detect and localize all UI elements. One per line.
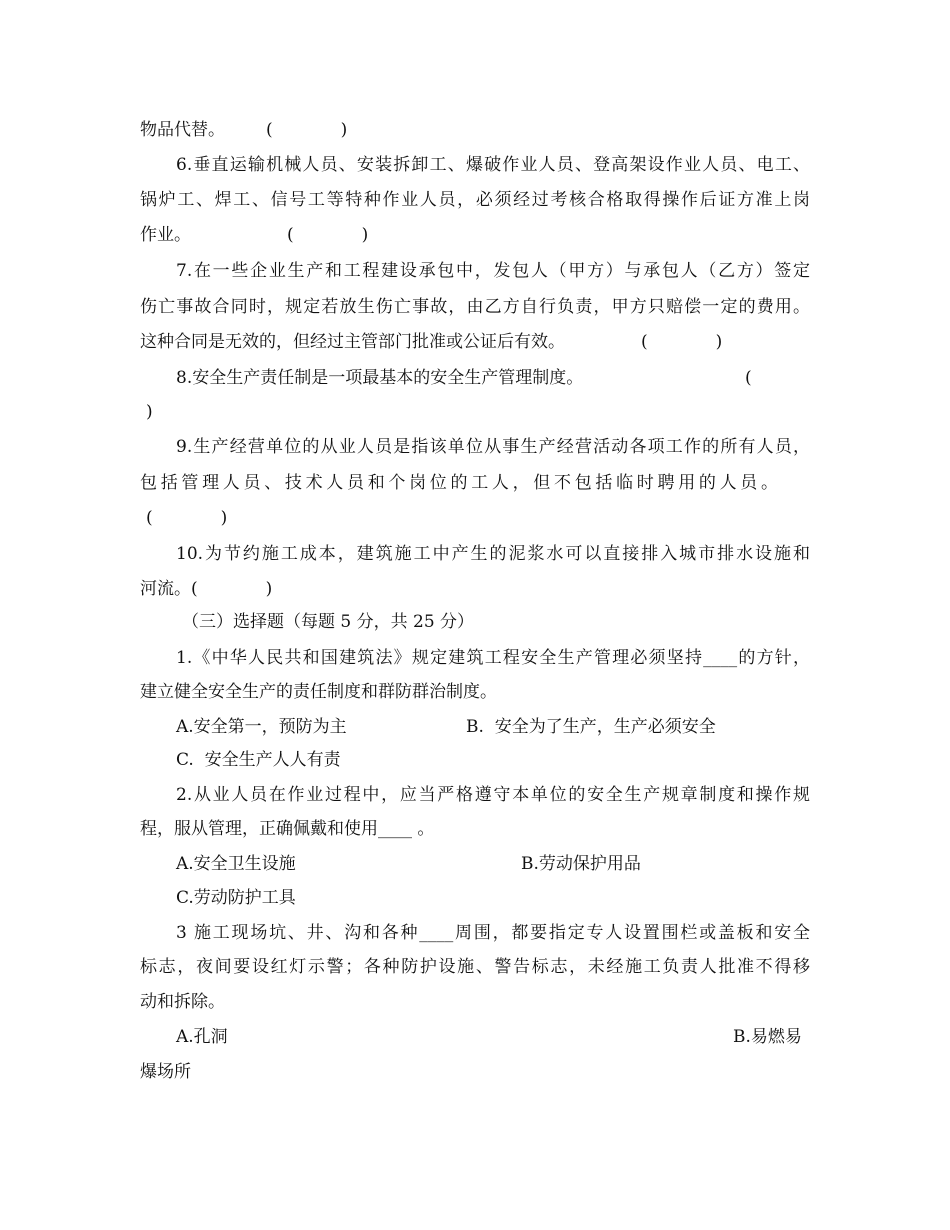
option-c: C. 安全生产人人有责 <box>176 750 341 770</box>
option-a: A.孔洞 <box>176 1027 228 1047</box>
option-b: B.劳动保护用品 <box>521 854 641 874</box>
choice-1-options-ab <box>0 710 950 744</box>
line-text: 6.垂直运输机械人员、安装拆卸工、爆破作业人员、登高架设作业人员、电工、 <box>176 155 810 175</box>
question-7-line-3 <box>0 325 950 359</box>
choice-3-option-b-continued <box>0 1055 950 1089</box>
option-a: A.安全卫生设施 <box>176 854 296 874</box>
text-line <box>0 113 950 147</box>
choice-2-line-2 <box>0 812 950 846</box>
line-text: 爆场所 <box>140 1062 191 1082</box>
line-text: 建立健全安全生产的责任制度和群防群治制度。 <box>140 682 497 702</box>
question-8-line-1 <box>0 361 950 395</box>
line-text: 物品代替。 <box>140 120 225 140</box>
line-text: 程，服从管理，正确佩戴和使用____ 。 <box>140 819 435 839</box>
line-text: 河流。( ) <box>140 579 273 599</box>
choice-3-line-3 <box>0 985 950 1019</box>
line-text: 7.在一些企业生产和工程建设承包中，发包人（甲方）与承包人（乙方）签定 <box>176 261 810 281</box>
answer-blank: ( ) <box>266 120 348 140</box>
question-6-line-1 <box>0 148 950 182</box>
section-heading <box>0 605 950 639</box>
choice-3-options-ab <box>0 1020 950 1054</box>
line-text: 3 施工现场坑、井、沟和各种____周围，都要指定专人设置围栏或盖板和安全 <box>176 923 810 943</box>
choice-1-line-2 <box>0 675 950 709</box>
choice-3-line-2 <box>0 950 950 984</box>
question-9-line-1 <box>0 430 950 464</box>
choice-2-line-1 <box>0 778 950 812</box>
answer-blank: ( ) <box>641 332 723 352</box>
option-b: B. 安全为了生产，生产必须安全 <box>466 717 716 737</box>
question-10-line-2 <box>0 572 950 606</box>
question-9-line-3 <box>0 501 950 535</box>
line-text: 这种合同是无效的，但经过主管部门批准或公证后有效。 <box>140 332 565 352</box>
line-text: 锅炉工、焊工、信号工等特种作业人员，必须经过考核合格取得操作后证方准上岗 <box>140 190 810 210</box>
question-7-line-2 <box>0 290 950 324</box>
option-a: A.安全第一，预防为主 <box>176 717 347 737</box>
choice-2-options-ab <box>0 847 950 881</box>
question-9-line-2 <box>0 466 950 500</box>
line-text: 包括管理人员、技术人员和个岗位的工人，但不包括临时聘用的人员。 <box>140 473 778 493</box>
answer-blank-close: ) <box>146 402 153 422</box>
option-c: C.劳动防护工具 <box>176 888 296 908</box>
answer-blank-open: ( <box>745 368 752 388</box>
choice-3-line-1 <box>0 916 950 950</box>
line-text: 10.为节约施工成本，建筑施工中产生的泥浆水可以直接排入城市排水设施和 <box>176 544 810 564</box>
line-text: 8.安全生产责任制是一项最基本的安全生产管理制度。 <box>176 368 584 388</box>
answer-blank: ( ) <box>146 508 228 528</box>
question-7-line-1 <box>0 254 950 288</box>
choice-2-option-c <box>0 881 950 915</box>
line-text: 1.《中华人民共和国建筑法》规定建筑工程安全生产管理必须坚持____的方针， <box>176 648 810 668</box>
section-title: （三）选择题（每题 5 分，共 25 分） <box>182 612 475 632</box>
line-text: 作业。 <box>140 225 191 245</box>
line-text: 伤亡事故合同时，规定若放生伤亡事故，由乙方自行负责，甲方只赔偿一定的费用。 <box>140 297 810 317</box>
choice-1-option-c <box>0 743 950 777</box>
question-10-line-1 <box>0 537 950 571</box>
question-6-line-2 <box>0 183 950 217</box>
line-text: 2.从业人员在作业过程中，应当严格遵守本单位的安全生产规章制度和操作规 <box>176 785 810 805</box>
question-6-line-3 <box>0 218 950 252</box>
line-text: 标志，夜间要设红灯示警；各种防护设施、警告标志，未经施工负责人批准不得移 <box>140 957 810 977</box>
question-8-line-2 <box>0 395 950 429</box>
line-text: 动和拆除。 <box>140 992 225 1012</box>
option-b: B.易燃易 <box>733 1027 802 1047</box>
choice-1-line-1 <box>0 641 950 675</box>
line-text: 9.生产经营单位的从业人员是指该单位从事生产经营活动各项工作的所有人员， <box>176 437 810 457</box>
answer-blank: ( ) <box>287 225 369 245</box>
